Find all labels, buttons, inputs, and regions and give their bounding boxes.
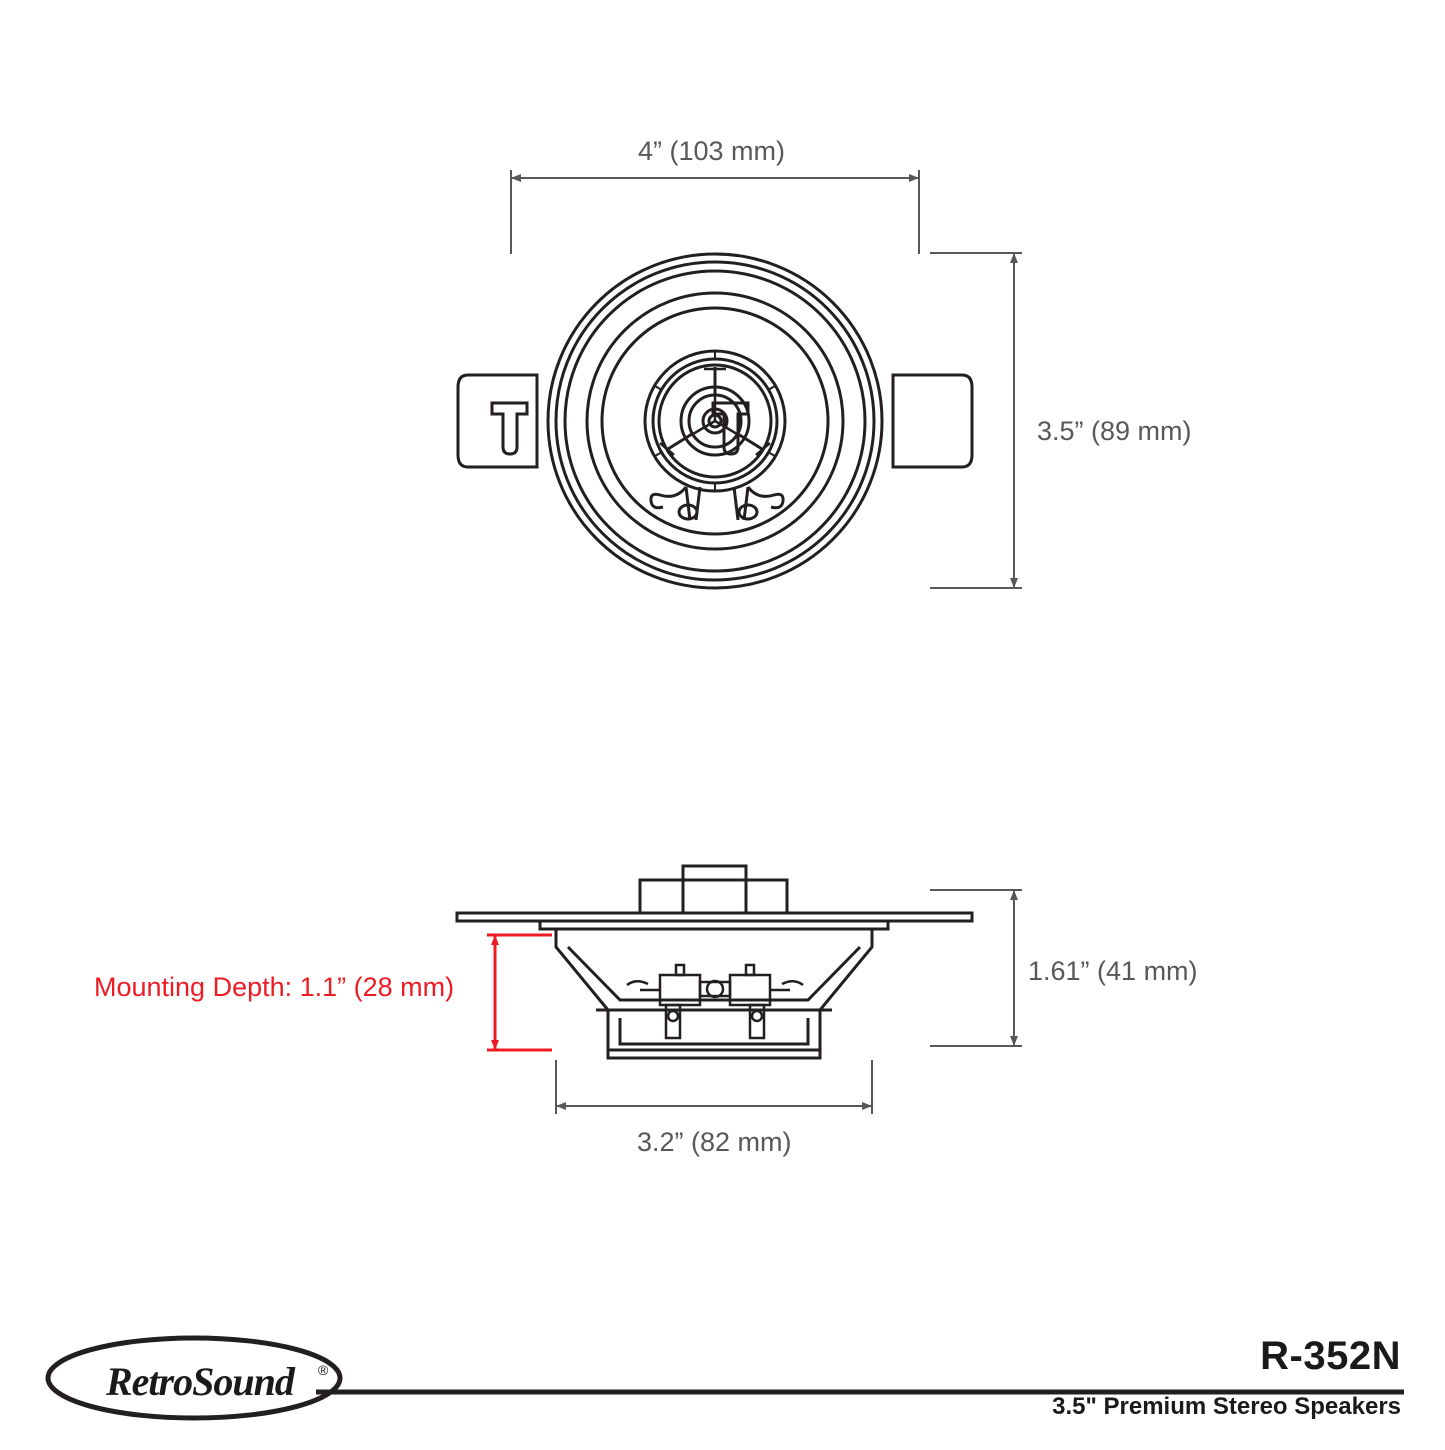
side-view-drawing — [457, 866, 972, 1058]
dimension-mounting-depth — [487, 935, 552, 1050]
dimension-label-side-diameter: 3.2” (82 mm) — [637, 1127, 792, 1157]
dimension-label-mounting-depth: Mounting Depth: 1.1” (28 mm) — [94, 972, 455, 1002]
dimension-side-diameter — [556, 1060, 872, 1114]
dimension-label-height: 3.5” (89 mm) — [1037, 416, 1192, 446]
front-view-drawing — [458, 254, 972, 588]
model-number: R-352N — [1260, 1334, 1401, 1378]
dimension-height — [930, 253, 1022, 588]
brand-registered-mark: ® — [318, 1362, 329, 1378]
dimension-label-width: 4” (103 mm) — [638, 136, 786, 166]
dimension-width — [511, 170, 919, 254]
dimension-label-side-depth: 1.61” (41 mm) — [1028, 956, 1198, 986]
brand-logo — [44, 1330, 364, 1430]
product-subtitle: 3.5" Premium Stereo Speakers — [1052, 1393, 1401, 1420]
brand-name: RetroSound — [106, 1359, 294, 1404]
